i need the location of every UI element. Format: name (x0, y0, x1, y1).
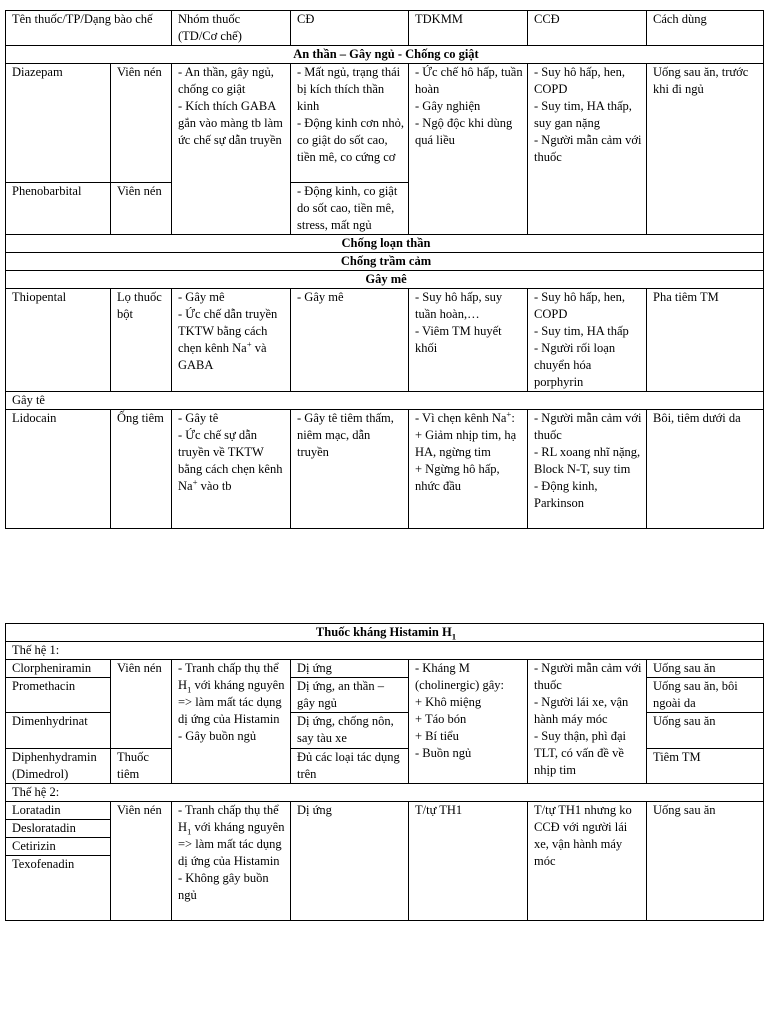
drug-group (172, 289, 291, 392)
group-row (6, 392, 764, 410)
drug-group-text: - Gây tê - Ức chế sự dẫn truyền về TKTW bằng cách chẹn kênh Na (178, 411, 283, 493)
drug-indication: Dị ứng (291, 660, 409, 678)
title-row (6, 624, 764, 642)
drug-indication: Đủ các loại tác dụng trên (291, 749, 409, 784)
drug-usage: Uống sau ăn, bôi ngoài da (647, 678, 764, 713)
drug-group-text: - Gây mê - Ức chế dẫn truyền TKTW bằng cách chẹn kênh Na (178, 290, 278, 355)
drug-usage: Pha tiêm TM (647, 289, 764, 392)
drug-contraindication: - Người mẫn cảm với thuốc - RL xoang nhĩ nặng, Block N-T, suy tim - Động kinh, Parkinson (528, 410, 647, 529)
section-row (6, 253, 764, 271)
section-title-chong-loan-than: Chống loạn thần (6, 235, 764, 253)
drug-indication: Dị ứng, an thần – gây ngủ (291, 678, 409, 713)
header-contraindication: CCĐ (528, 11, 647, 46)
drug-table-sedatives (5, 10, 764, 529)
table-title-text: Thuốc kháng Histamin H (315, 625, 452, 639)
drug-group-text-end: vào tb (197, 479, 232, 493)
drug-name: Diazepam (6, 64, 111, 183)
header-usage: Cách dùng (647, 11, 764, 46)
drug-indication: - Gây tê tiêm thấm, niêm mạc, dẫn truyền (291, 410, 409, 529)
drug-name: Texofenadin (6, 856, 111, 921)
header-indication: CĐ (291, 11, 409, 46)
drug-indication: - Mất ngủ, trạng thái bị kích thích thần kinh - Động kinh cơn nhỏ, co giật do sốt cao, tiền mê, co cứng cơ (291, 64, 409, 183)
drug-indication: - Động kinh, co giật do sốt cao, tiền mê, stress, mất ngủ (291, 183, 409, 235)
drug-usage: Uống sau ăn (647, 802, 764, 921)
header-side-effects: TDKMM (409, 11, 528, 46)
drug-usage: Uống sau ăn (647, 713, 764, 749)
drug-name: Phenobarbital (6, 183, 111, 235)
table-row-diphenhydramin (6, 749, 764, 784)
table-row-diazepam (6, 64, 764, 183)
drug-group (172, 410, 291, 529)
drug-name: Thiopental (6, 289, 111, 392)
drug-group-text-end: và GABA (178, 341, 267, 372)
drug-usage: Uống sau ăn (647, 660, 764, 678)
drug-group: - An thần, gây ngủ, chống co giật - Kích thích GABA gắn vào màng tb làm ức chế sự dẫn truyền (172, 64, 291, 235)
drug-side-effects: - Kháng M (cholinergic) gây: + Khô miệng + Táo bón + Bí tiểu - Buồn ngủ (409, 660, 528, 784)
table-row-thiopental (6, 289, 764, 392)
drug-group-text: - Tranh chấp thụ thể H (178, 661, 279, 692)
group-title-gay-te: Gây tê (6, 392, 764, 410)
superscript: + (506, 409, 512, 419)
section-title-an-than: An thần – Gây ngủ - Chống co giật (6, 46, 764, 64)
group-title-gen2: Thế hệ 2: (6, 784, 764, 802)
drug-name: Loratadin (6, 802, 111, 820)
drug-contraindication: - Người mẫn cảm với thuốc - Người lái xe, vận hành máy móc - Suy thận, phì đại TLT, có vấn đề về nhịp tim (528, 660, 647, 784)
drug-contraindication: - Suy hô hấp, hen, COPD - Suy tim, HA thấp - Người rối loạn chuyển hóa porphyrin (528, 289, 647, 392)
header-drug-name: Tên thuốc/TP/Dạng bào chế (6, 11, 172, 46)
drug-form: Viên nén (111, 64, 172, 183)
subscript: 1 (451, 631, 457, 642)
drug-table-antihistamine (5, 623, 764, 921)
drug-group-text: - Tranh chấp thụ thể H (178, 803, 279, 834)
drug-form: Viên nén (111, 183, 172, 235)
drug-name: Lidocain (6, 410, 111, 529)
drug-form: Viên nén (111, 802, 172, 921)
drug-side-effects (409, 410, 528, 529)
drug-name: Clorpheniramin (6, 660, 111, 678)
section-row (6, 271, 764, 289)
drug-side-effects: T/tự TH1 (409, 802, 528, 921)
drug-form: Viên nén (111, 660, 172, 749)
drug-name: Cetirizin (6, 838, 111, 856)
section-row (6, 235, 764, 253)
drug-name: Diphenhydramin (Dimedrol) (6, 749, 111, 784)
superscript: + (192, 476, 198, 487)
drug-form: Lọ thuốc bột (111, 289, 172, 392)
drug-indication: - Gây mê (291, 289, 409, 392)
section-row (6, 46, 764, 64)
group-row (6, 784, 764, 802)
table-row-clorpheniramin (6, 660, 764, 678)
drug-usage: Bôi, tiêm dưới da (647, 410, 764, 529)
drug-side-effects: - Suy hô hấp, suy tuần hoàn,… - Viêm TM huyết khối (409, 289, 528, 392)
drug-group-text-end: với kháng nguyên => làm mất tác dụng dị ứng của Histamin - Không gây buồn ngủ (178, 820, 285, 902)
drug-name: Desloratadin (6, 820, 111, 838)
subscript: 1 (187, 684, 192, 695)
drug-usage: Tiêm TM (647, 749, 764, 784)
drug-form: Ống tiêm (111, 410, 172, 529)
table-row-lidocain (6, 410, 764, 529)
drug-name: Promethacin (6, 678, 111, 713)
drug-group (172, 802, 291, 921)
side-effects-text-end: : + Giảm nhịp tim, hạ HA, ngừng tim + Ngừng hô hấp, nhức đầu (415, 411, 517, 493)
table-row-loratadin (6, 802, 764, 820)
drug-group (172, 660, 291, 784)
drug-name: Dimenhydrinat (6, 713, 111, 749)
section-title-gay-me: Gây mê (6, 271, 764, 289)
drug-indication: Dị ứng (291, 802, 409, 921)
drug-indication: Dị ứng, chống nôn, say tàu xe (291, 713, 409, 749)
header-row (6, 11, 764, 46)
drug-group-text-end: với kháng nguyên => làm mất tác dụng dị ứng của Histamin - Gây buồn ngủ (178, 678, 285, 743)
drug-contraindication: T/tự TH1 nhưng ko CCĐ với người lái xe, vận hành máy móc (528, 802, 647, 921)
group-title-gen1: Thế hệ 1: (6, 642, 764, 660)
drug-form: Thuốc tiêm (111, 749, 172, 784)
header-drug-group: Nhóm thuốc (TD/Cơ chế) (172, 11, 291, 46)
section-title-chong-tram-cam: Chống trầm cảm (6, 253, 764, 271)
drug-contraindication: - Suy hô hấp, hen, COPD - Suy tim, HA thấp, suy gan nặng - Người mẫn cảm với thuốc (528, 64, 647, 235)
table-title (6, 624, 764, 642)
drug-usage: Uống sau ăn, trước khi đi ngủ (647, 64, 764, 235)
drug-side-effects: - Ức chế hô hấp, tuần hoàn - Gây nghiện - Ngộ độc khi dùng quá liều (409, 64, 528, 235)
group-row (6, 642, 764, 660)
side-effects-text: - Vì chẹn kênh Na (415, 411, 507, 425)
superscript: + (246, 338, 252, 349)
subscript: 1 (187, 826, 192, 837)
